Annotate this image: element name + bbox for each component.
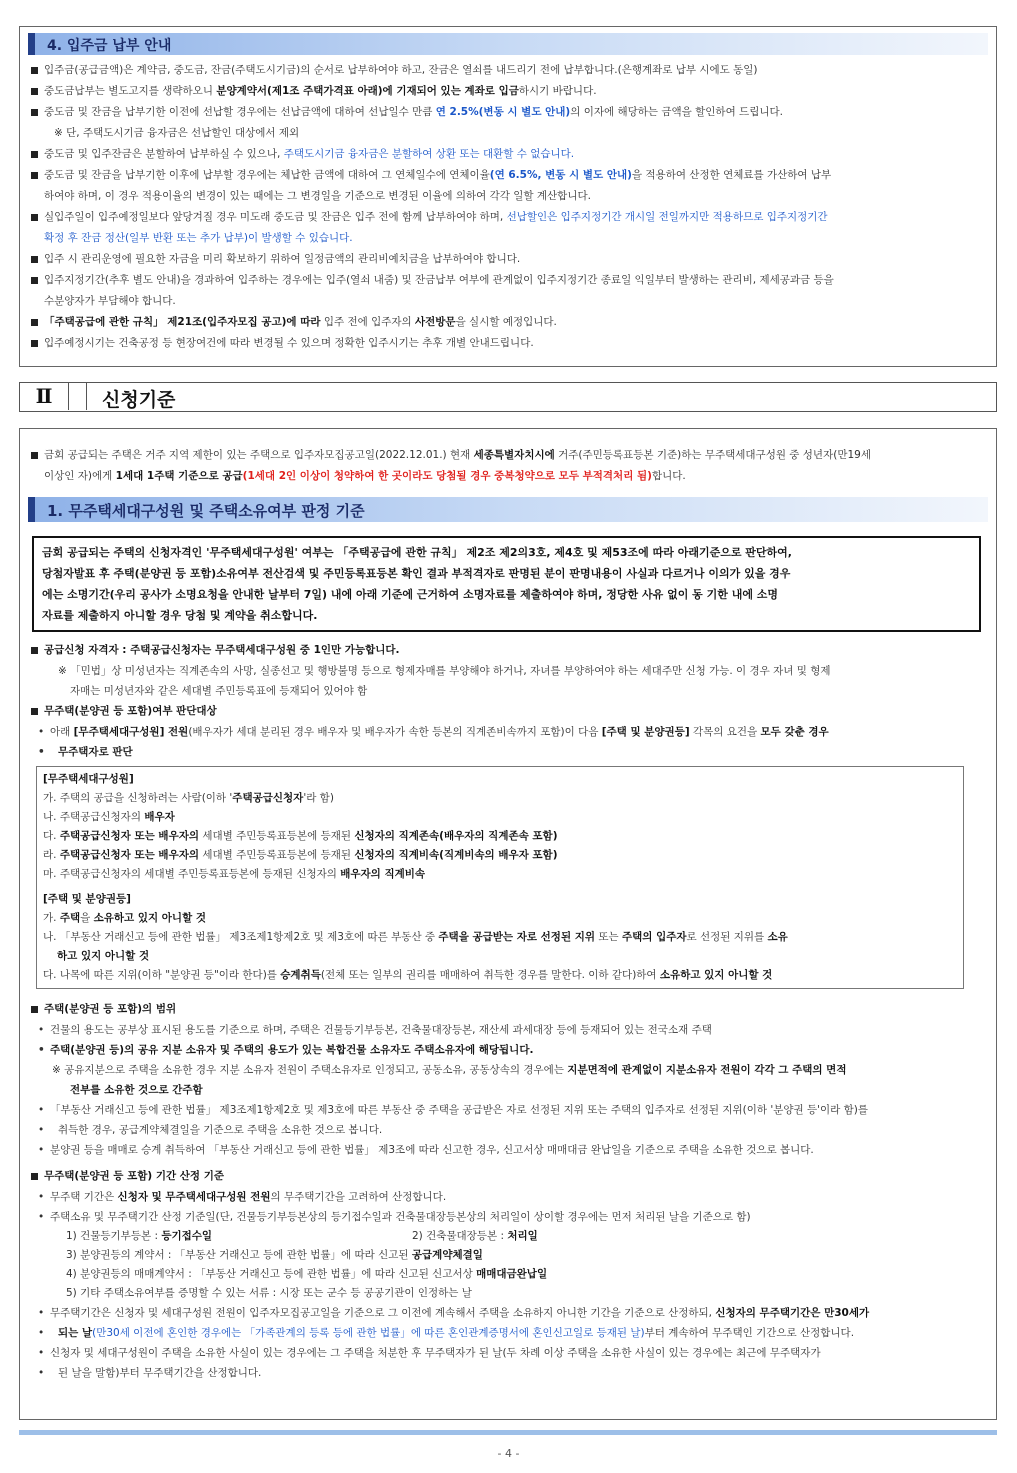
dot-continuation: • 된 날을 말함)부터 무주택기간을 산정합니다. <box>28 1363 988 1383</box>
box-item: 다. 주택공급신청자 또는 배우자의 세대별 주민등록표등본에 등재된 신청자의 직계존속(배우자의 직계존속 포함) <box>43 830 558 842</box>
sub-item-row: 1) 건물등기부등본 : 등기접수일 2) 건축물대장등본 : 처리일 <box>66 1230 538 1242</box>
dot-item: • 주택(분양권 등)의 공유 지분 소유자 및 주택의 용도가 있는 복합건물 소유자도 주택소유자에 해당됩니다. <box>28 1040 988 1060</box>
bullet-item: 실입주일이 입주예정일보다 앞당겨질 경우 미도래 중도금 및 잔금은 입주 전에 함께 납부하여야 하며, 선납할인은 입주지정기간 개시일 전일까지만 적용하므로 입주지정기간 <box>28 207 988 228</box>
criteria-detail-box <box>36 766 964 989</box>
subsection-title: 무주택(분양권 등 포함)여부 판단대상 <box>28 701 988 722</box>
criteria-box <box>19 428 997 1420</box>
subsection-title: 공급신청 자격자 : 주택공급신청자는 무주택세대구성원 중 1인만 가능합니다. <box>28 640 988 661</box>
dot-item: • 「부동산 거래신고 등에 관한 법률」 제3조제1항제2호 및 제3호에 따른 부동산 중 주택을 공급받은 자로 선정된 지위 또는 주택의 입주자로 선정된 지위(이하 '분양권 등'이라 함)를 <box>28 1100 988 1120</box>
box-item: 가. 주택을 소유하고 있지 아니할 것 <box>43 912 207 924</box>
notice-box <box>32 536 981 632</box>
chapter-number: Ⅱ <box>20 383 69 410</box>
dot-item: • 아래 [무주택세대구성원] 전원(배우자가 세대 분리된 경우 배우자 및 배우자가 속한 등본의 직계존비속까지 포함)이 다음 [주택 및 분양권등] 각목의 요건을 모두 갖춘 경우 <box>28 722 988 742</box>
sub-item: 3) 분양권등의 계약서 : 「부동산 거래신고 등에 관한 법률」에 따라 신고된 공급계약체결일 <box>66 1249 483 1261</box>
page-number: - 4 - <box>497 1447 520 1460</box>
note-text: ※ 「민법」상 미성년자는 직계존속의 사망, 실종선고 및 행방불명 등으로 형제자매를 부양해야 하거나, 자녀를 부양하여야 하는 세대주만 신청 가능. 이 경우 자녀 및 형제 <box>58 665 831 677</box>
chapter-divider <box>72 383 87 410</box>
dot-item: • 무주택기간은 신청자 및 세대구성원 전원이 입주자모집공고일을 기준으로 그 이전에 계속해서 주택을 소유하지 아니한 기간을 기준으로 산정하되, 신청자의 무주택기간은 만30세가 <box>28 1303 988 1323</box>
bullet-item: 중도금 및 잔금을 납부기한 이후에 납부할 경우에는 체납한 금액에 대하여 그 연체일수에 연체이율(연 6.5%, 변동 시 별도 안내)을 적용하여 산정한 연체료를 가산하여 납부 <box>28 165 988 186</box>
subsection-title: 무주택(분양권 등 포함) 기간 산정 기준 <box>28 1166 988 1187</box>
sub-item: 5) 기타 주택소유여부를 증명할 수 있는 서류 : 시장 또는 군수 등 공공기관이 인정하는 날 <box>66 1287 472 1299</box>
box-item: 다. 나목에 따른 지위(이하 "분양권 등"이라 한다)를 승계취득(전체 또는 일부의 권리를 매매하여 취득한 경우를 말한다. 이하 같다)하여 소유하고 있지 아니할 것 <box>43 969 773 981</box>
notice-line: 당첨자발표 후 주택(분양권 등 포함)소유여부 전산검색 및 주민등록표등본 확인 결과 부적격자로 판명된 분이 판명내용이 사실과 다르거나 이의가 있을 경우 <box>42 567 791 580</box>
bullet-continuation: 하여야 하며, 이 경우 적용이율의 변경이 있는 때에는 그 변경일을 기준으로 변경된 이율에 의하여 각각 일할 계산합니다. <box>44 190 591 202</box>
dot-item: • 무주택 기간은 신청자 및 무주택세대구성원 전원의 무주택기간을 고려하여 산정합니다. <box>28 1187 988 1207</box>
box-item: 나. 주택공급신청자의 배우자 <box>43 811 175 823</box>
dot-item: • 분양권 등을 매매로 승계 취득하여 「부동산 거래신고 등에 관한 법률」 제3조에 따라 신고한 경우, 신고서상 매매대금 완납일을 기준으로 주택을 소유한 것으로 봅니다. <box>28 1140 988 1160</box>
box-item: 나. 「부동산 거래신고 등에 관한 법률」 제3조제1항제2호 및 제3호에 따른 부동산 중 주택을 공급받는 자로 선정된 지위 또는 주택의 입주자로 선정된 지위를 소유 <box>43 931 788 943</box>
bullet-item: 입주금(공급금액)은 계약금, 중도금, 잔금(주택도시기금)의 순서로 납부하여야 하고, 잔금은 열쇠를 내드리기 전에 납부합니다.(은행계좌로 납부 시에도 동일) <box>28 60 988 81</box>
dot-item: • 신청자 및 세대구성원이 주택을 소유한 사실이 있는 경우에는 그 주택을 처분한 후 무주택자가 된 날(두 차례 이상 주택을 소유한 사실이 있는 경우에는 최근에 무주택자가 <box>28 1343 988 1363</box>
intro-bullet: 금회 공급되는 주택은 거주 지역 제한이 있는 주택으로 입주자모집공고일(2022.12.01.) 현재 세종특별자치시에 거주(주민등록표등본 기준)하는 무주택세대구성원 중 성년자(만19세 <box>28 445 988 466</box>
dot-continuation: • 무주택자로 판단 <box>28 742 988 762</box>
dot-continuation: • 되는 날(만30세 이전에 혼인한 경우에는 「가족관계의 등록 등에 관한 법률」에 따른 혼인관계증명서에 혼인신고일로 등재된 날)부터 계속하여 무주택인 기간으로 산정합니다. <box>28 1323 988 1343</box>
bullet-item: 입주 시 관리운영에 필요한 자금을 미리 확보하기 위하여 일정금액의 관리비예치금을 납부하여야 합니다. <box>28 249 988 270</box>
bullet-continuation: 확정 후 잔금 정산(일부 반환 또는 추가 납부)이 발생할 수 있습니다. <box>44 232 353 244</box>
dot-item: • 주택소유 및 무주택기간 산정 기준일(단, 건물등기부등본상의 등기접수일과 건축물대장등본상의 처리일이 상이할 경우에는 먼저 처리된 날을 기준으로 함) <box>28 1207 988 1227</box>
box-item: 라. 주택공급신청자 또는 배우자의 세대별 주민등록표등본에 등재된 신청자의 직계비속(직계비속의 배우자 포함) <box>43 849 558 861</box>
bullet-item: 입주지정기간(추후 별도 안내)을 경과하여 입주하는 경우에는 입주(열쇠 내줌) 및 잔금납부 여부에 관계없이 입주지정기간 종료일 익일부터 발생하는 관리비, 제세공과금 등을 <box>28 270 988 291</box>
box-item-continuation: 하고 있지 아니할 것 <box>57 950 150 962</box>
subsection-title: 주택(분양권 등 포함)의 범위 <box>28 999 988 1020</box>
box-item: 가. 주택의 공급을 신청하려는 사람(이하 '주택공급신청자'라 함) <box>43 792 334 804</box>
bullet-item: 중도금 및 잔금을 납부기한 이전에 선납할 경우에는 선납금액에 대하여 선납일수 만큼 연 2.5%(변동 시 별도 안내)의 이자에 해당하는 금액을 할인하여 드립니다. <box>28 102 988 123</box>
bullet-item: 입주예정시기는 건축공정 등 현장여건에 따라 변경될 수 있으며 정확한 입주시기는 추후 개별 안내드립니다. <box>28 333 988 354</box>
bullet-item: 중도금납부는 별도고지를 생략하오니 분양계약서(제1조 주택가격표 아래)에 기재되어 있는 계좌로 입금하시기 바랍니다. <box>28 81 988 102</box>
note-text: ※ 공유지분으로 주택을 소유한 경우 지분 소유자 전원이 주택소유자로 인정되고, 공동소유, 공동상속의 경우에는 지분면적에 관계없이 지분소유자 전원이 각각 그 주택의 면적 <box>52 1064 847 1076</box>
bullet-item: 「주택공급에 관한 규칙」 제21조(입주자모집 공고)에 따라 입주 전에 입주자의 사전방문을 실시할 예정입니다. <box>28 312 988 333</box>
notice-line: 에는 소명기간(우리 공사가 소명요청을 안내한 날부터 7일) 내에 아래 기준에 근거하여 소명자료를 제출하여야 하며, 정당한 사유 없이 동 기한 내에 소명 <box>42 588 779 601</box>
note-continuation: 전부를 소유한 것으로 간주함 <box>70 1084 203 1096</box>
box-item: 마. 주택공급신청자의 세대별 주민등록표등본에 등재된 신청자의 배우자의 직계비속 <box>43 868 426 880</box>
intro-continuation: 이상인 자)에게 1세대 1주택 기준으로 공급(1세대 2인 이상이 청약하여 한 곳이라도 당첨될 경우 중복청약으로 모두 부적격처리 됨)합니다. <box>44 470 686 482</box>
section-heading: 4. 입주금 납부 안내 <box>28 33 988 55</box>
note-text: ※ 단, 주택도시기금 융자금은 선납할인 대상에서 제외 <box>54 127 300 139</box>
payment-guide-box <box>19 26 997 367</box>
box-subheading: [주택 및 분양권등] <box>43 893 131 905</box>
bullet-continuation: 수분양자가 부담해야 합니다. <box>44 295 176 307</box>
sub-item: 4) 분양권등의 매매계약서 : 「부동산 거래신고 등에 관한 법률」에 따라 신고된 신고서상 매매대금완납일 <box>66 1268 548 1280</box>
notice-line: 자료를 제출하지 아니할 경우 당첨 및 계약을 취소합니다. <box>42 609 318 622</box>
chapter-heading <box>19 382 997 412</box>
note-continuation: 자매는 미성년자와 같은 세대별 주민등록표에 등재되어 있어야 함 <box>70 685 368 697</box>
section-heading: 1. 무주택세대구성원 및 주택소유여부 판정 기준 <box>28 497 988 522</box>
dot-item: • 건물의 용도는 공부상 표시된 용도를 기준으로 하며, 주택은 건물등기부등본, 건축물대장등본, 재산세 과세대장 등에 등재되어 있는 전국소재 주택 <box>28 1020 988 1040</box>
bullet-item: 중도금 및 입주잔금은 분할하여 납부하실 수 있으나, 주택도시기금 융자금은 분할하여 상환 또는 대환할 수 없습니다. <box>28 144 988 165</box>
notice-line: 금회 공급되는 주택의 신청자격인 '무주택세대구성원' 여부는 「주택공급에 관한 규칙」 제2조 제2의3호, 제4호 및 제53조에 따라 아래기준으로 판단하여, <box>42 546 792 559</box>
dot-continuation: • 취득한 경우, 공급계약체결일을 기준으로 주택을 소유한 것으로 봅니다. <box>28 1120 988 1140</box>
chapter-title: 신청기준 <box>102 389 176 411</box>
footer-bar <box>19 1430 997 1435</box>
box-subheading: [무주택세대구성원] <box>43 773 134 785</box>
